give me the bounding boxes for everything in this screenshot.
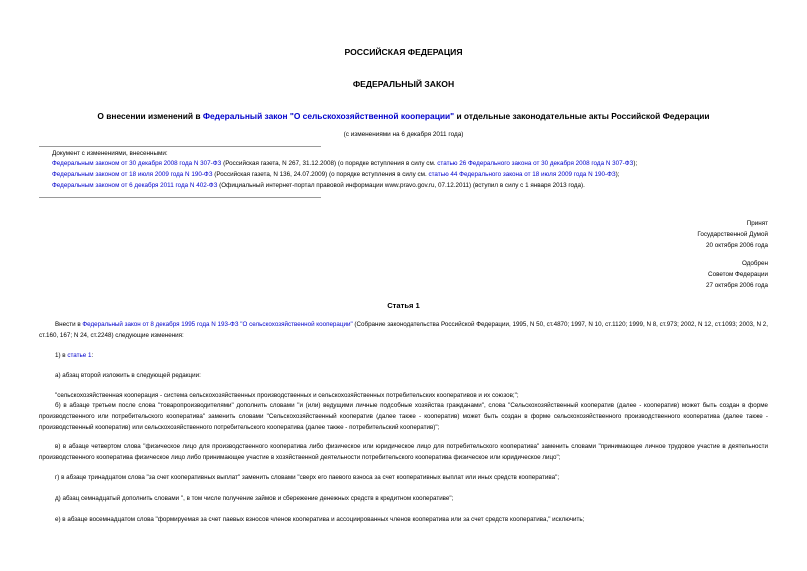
p1-prefix: 1) в [55,352,68,359]
adoption-accepted [697,218,768,251]
amendment-law-link[interactable]: Федеральным законом от 18 июля 2009 года N 190-ФЗ [52,171,213,178]
amendment-article-link[interactable]: статью 44 Федерального закона от 18 июля 2009 года N 190-ФЗ [428,171,616,178]
title-prefix: О внесении изменений в [97,111,201,121]
adoption-approved [706,258,768,291]
article-1-link[interactable]: статье 1 [67,352,92,359]
article-intro [39,319,768,341]
amendment-text: (Официальный интернет-портал правовой информации www.pravo.gov.ru, 07.12.2011) (вступил в силу с 1 января 2013 года). [217,182,585,189]
amendments-intro: Документ с изменениями, внесенными: [52,150,168,157]
title-suffix: и отдельные законодательные акты Российской Федерации [454,111,710,121]
article-title: Статья 1 [387,301,420,310]
amendment-item [52,169,620,180]
accepted-body: Государственной Думой [697,231,768,238]
intro-prefix: Внести в [55,321,83,328]
paragraph-a: а) абзац второй изложить в следующей редакции: [55,372,201,379]
document-title [0,111,807,121]
paragraph-quote: "сельскохозяйственная кооперация - система сельскохозяйственных производственных и сельскохозяйственных потребительских кооперативов и их союзов;"; [55,392,519,399]
header-law-type: ФЕДЕРАЛЬНЫЙ ЗАКОН [352,79,455,89]
approved-body: Советом Федерации [708,271,768,278]
paragraph-d: д) абзац семнадцатый дополнить словами ", в том числе получение займов и сбережение денежных средств в кредитном кооперативе"; [55,495,454,502]
revision-note: (с изменениями на 6 декабря 2011 года) [343,131,464,138]
paragraph-v: в) в абзаце четвертом слова "физическое лицо для производственного кооператива либо физическое или юридическое лицо для потребительского кооператива" заменить словами "принимающее личное трудовое участие в деятельности производственного кооператива физическое лицо либо принимающее участие в хозяйственной деятельности потребительского кооператива физическое или юридическое лицо"; [39,443,768,461]
paragraph-e: е) в абзаце восемнадцатом слова "формируемая за счет паевых взносов членов кооператива и ассоциированных членов кооператива или за счет средств кооператива," исключить; [55,516,585,523]
p1-suffix: : [91,352,94,359]
title-law-link[interactable]: Федеральный закон "О сельскохозяйственной кооперации" [202,111,455,121]
amendment-item [52,158,637,169]
paragraph-1 [39,350,768,361]
amendment-text-end: ); [615,171,620,178]
amendment-law-link[interactable]: Федеральным законом от 6 декабря 2011 года N 402-ФЗ [52,182,218,189]
paragraph-b: б) в абзаце третьем после слова "товаропроизводителями" дополнить словами "и (или) ведущими личные подсобные хозяйства гражданами", слова "Сельскохозяйственный кооператив (далее - кооператив) может быть создан в форме производственного или потребительского кооператива" заменить словами "Сельскохозяйственный кооператив (далее также - кооператив) может быть создан в форме сельскохозяйственного производственного кооператива (далее также - производственный кооператив) или сельскохозяйственного потребительского кооператива (далее также - потребительский кооператив)"; [39,402,768,431]
paragraph-g: г) в абзаце тринадцатом слова "за счет кооперативных выплат" заменить словами "сверх его паевого взноса за счет кооперативных выплат или иных средств кооператива"; [55,474,560,481]
approved-label: Одобрен [741,260,768,267]
intro-law-link[interactable]: Федеральный закон от 8 декабря 1995 года N 193-ФЗ "О сельскохозяйственной кооперации" [82,321,353,328]
amendment-article-link[interactable]: статью 26 Федерального закона от 30 декабря 2008 года N 307-ФЗ [437,160,634,167]
divider-top [39,146,321,147]
accepted-label: Принят [746,220,768,227]
header-country: РОССИЙСКАЯ ФЕДЕРАЦИЯ [344,47,463,57]
divider-bottom [39,197,321,198]
approved-date: 27 октября 2006 года [705,282,768,289]
amendment-text: (Российская газета, N 136, 24.07.2009) (о порядке вступления в силу см. [212,171,429,178]
amendment-law-link[interactable]: Федеральным законом от 30 декабря 2008 года N 307-ФЗ [52,160,222,167]
intro-suffix: (Собрание законодательства Российской Федерации, 1995, N 50, ст.4870; 1997, N 10, ст.1120; 1999, N 8, ст.973; 2002, N 12, ст.1093; 2003, N 2, ст.160, 167; N 24, ст.2248) следующие изменения: [39,321,768,339]
amendment-text-end: ); [633,160,638,167]
accepted-date: 20 октября 2006 года [705,242,768,249]
amendment-text: (Российская газета, N 267, 31.12.2008) (о порядке вступления в силу см. [221,160,438,167]
amendment-item [52,180,585,191]
